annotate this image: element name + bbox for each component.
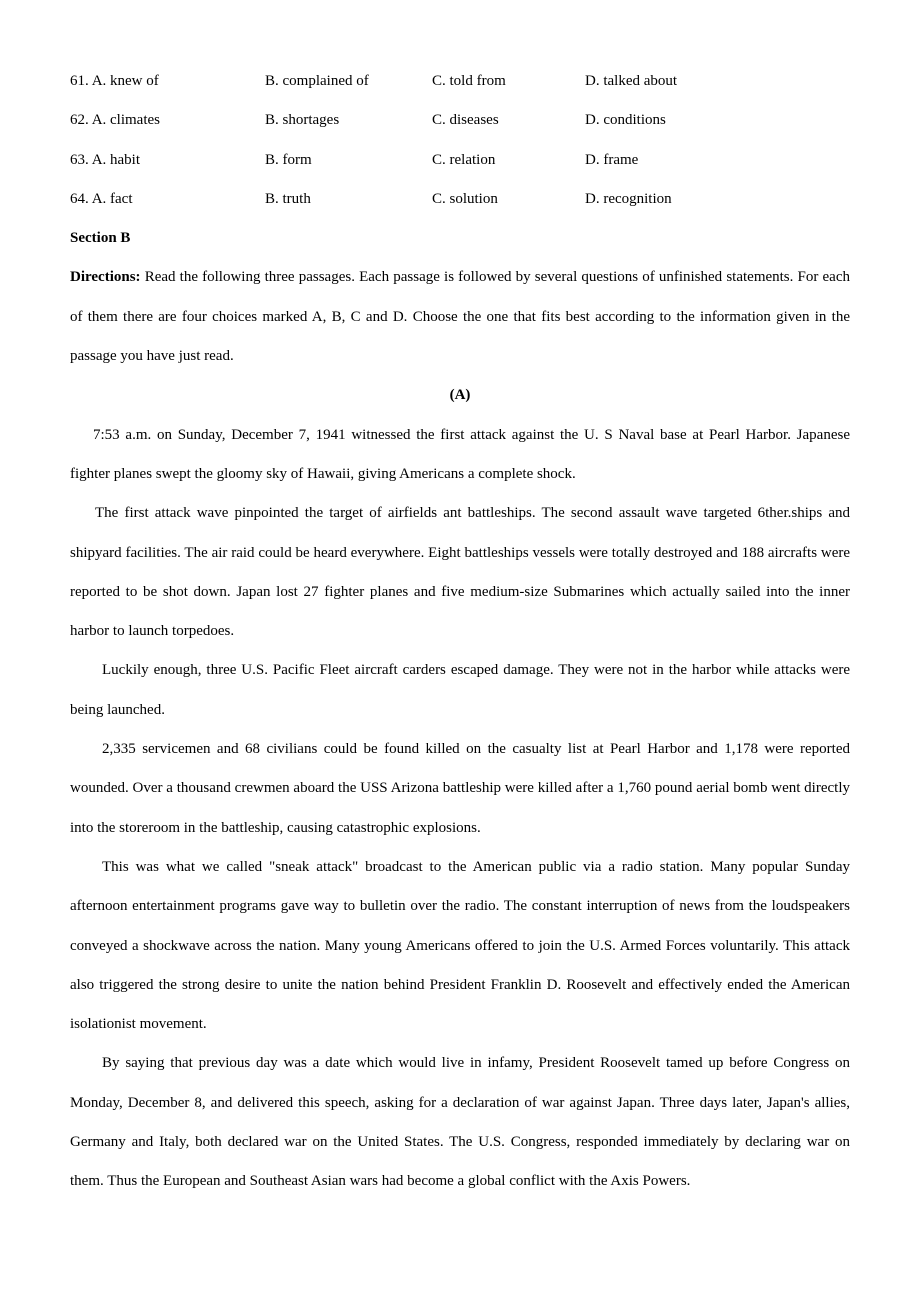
question-63-option-b: B. form (265, 151, 312, 168)
passage-paragraph-6: By saying that previous day was a date which would live in infamy, President Roosevelt tamed up before Congress on Monday, December 8, and delivered this speech, asking for a declaration of war against Japan. Three days later, Japan's allies, Germany and Italy, both declared war on the United States. The U.S. Congress, responded immediately by declaring war on them. Thus the European and Southeast Asian wars had become a global conflict with the Axis Powers. (70, 1055, 850, 1190)
directions (70, 258, 850, 376)
question-62-option-c: C. diseases (432, 112, 499, 129)
question-61 (70, 62, 850, 101)
question-62-option-d: D. conditions (585, 112, 666, 129)
question-64-number: 64. (70, 190, 89, 207)
question-61-option-c: C. told from (432, 73, 506, 89)
question-63-number: 63. (70, 151, 89, 168)
question-64-option-b: B. truth (265, 190, 311, 207)
directions-text: Read the following three passages. Each passage is followed by several questions of unfinished statements. For each of them there are four choices marked A, B, C and D. Choose the one that fits best according to the information given in the passage you have just read. (70, 269, 850, 365)
question-61-number: 61. (70, 73, 89, 89)
passage-paragraph-2: The first attack wave pinpointed the target of airfields ant battleships. The second assault wave targeted 6ther.ships and shipyard facilities. The air raid could be heard everywhere. Eight battleships vessels were totally destroyed and 188 aircrafts were reported to be shot down. Japan lost 27 fighter planes and five medium-size Submarines which actually sailed into the inner harbor to launch torpedoes. (70, 505, 850, 640)
passage-paragraph-3: Luckily enough, three U.S. Pacific Fleet aircraft carders escaped damage. They were not in the harbor while attacks were being launched. (70, 662, 850, 718)
question-64-option-a: 64. A. fact (70, 190, 133, 207)
question-63-option-a: 63. A. habit (70, 151, 141, 168)
passage-paragraph-1: 7:53 a.m. on Sunday, December 7, 1941 witnessed the first attack against the U. S Naval base at Pearl Harbor. Japanese fighter planes swept the gloomy sky of Hawaii, giving Americans a complete shock. (70, 426, 850, 482)
question-62-option-b: B. shortages (265, 112, 340, 129)
question-61-option-d: D. talked about (585, 73, 678, 89)
document-page (70, 62, 850, 1202)
question-63-option-d: D. frame (585, 151, 639, 168)
section-title: Section B (70, 230, 131, 247)
question-62-option-a: 62. A. climates (70, 112, 161, 129)
question-64 (70, 180, 850, 219)
directions-label: Directions: (70, 269, 141, 286)
question-64-option-c: C. solution (432, 190, 498, 207)
question-63-option-c: C. relation (432, 151, 496, 168)
passage-label: (A) (449, 387, 471, 404)
passage-paragraph-5: This was what we called "sneak attack" broadcast to the American public via a radio station. Many popular Sunday afternoon entertainment programs gave way to bulletin over the radio. The constant interruption of news from the loudspeakers conveyed a shockwave across the nation. Many young Americans offered to join the U.S. Armed Forces voluntarily. This attack also triggered the strong desire to unite the nation behind President Franklin D. Roosevelt and effectively ended the American isolationist movement. (70, 858, 850, 1033)
question-62-number: 62. (70, 112, 89, 129)
question-64-option-d: D. recognition (585, 190, 672, 207)
question-62 (70, 101, 850, 140)
question-63 (70, 141, 850, 180)
question-61-option-b: B. complained of (265, 73, 369, 89)
passage-paragraph-4: 2,335 servicemen and 68 civilians could be found killed on the casualty list at Pearl Harbor and 1,178 were reported wounded. Over a thousand crewmen aboard the USS Arizona battleship were killed after a 1,760 pound aerial bomb went directly into the storeroom in the battleship, causing catastrophic explosions. (70, 741, 850, 836)
question-61-option-a: 61. A. knew of (70, 73, 159, 89)
